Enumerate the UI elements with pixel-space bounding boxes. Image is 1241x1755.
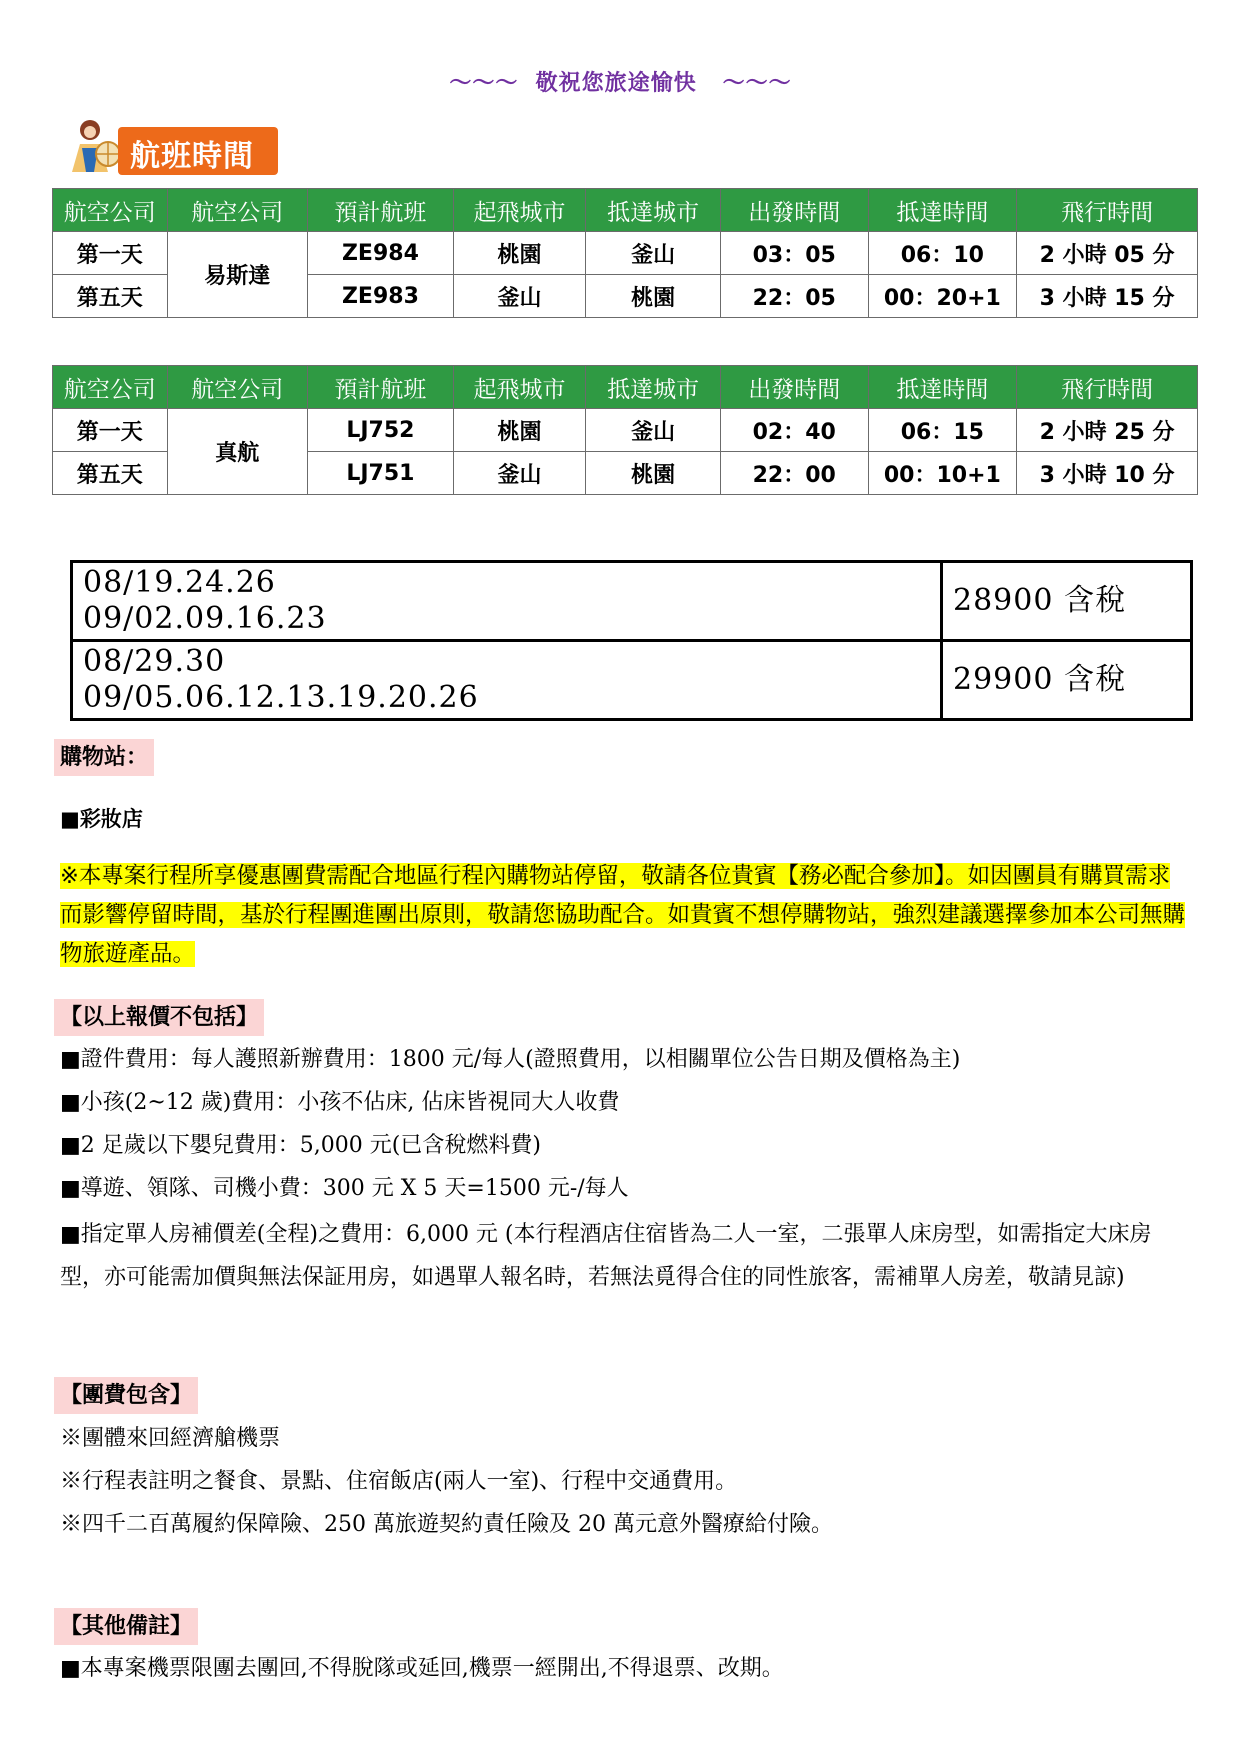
flight-table-2 — [52, 365, 1198, 495]
duration-cell: 2 小時 25 分 — [1017, 409, 1198, 452]
day-cell: 第五天 — [53, 275, 168, 318]
greeting-text: ～～～ 敬祝您旅途愉快 ～～～ — [449, 71, 792, 96]
header-cell: 抵達城市 — [586, 366, 721, 409]
departure-time-cell: 22：05 — [720, 275, 868, 318]
shopping-notice: ※本專案行程所享優惠團費需配合地區行程內購物站停留，敬請各位貴賓【務必配合參加】。如因團員有購買需求而影響停留時間，基於行程團進團出原則，敬請您協助配合。如貴賓不想停購物站，強烈建議選擇參加本公司無購物旅遊產品。 — [60, 863, 1186, 967]
table-row — [53, 409, 1198, 452]
dates-cell — [72, 641, 942, 720]
included-heading-wrap — [54, 1378, 198, 1409]
list-item: ※四千二百萬履約保障險、250 萬旅遊契約責任險及 20 萬元意外醫療給付險。 — [60, 1512, 833, 1537]
departure-city-cell: 釜山 — [453, 275, 586, 318]
list-item: ■導遊、領隊、司機小費：300 元 X 5 天=1500 元-/每人 — [60, 1176, 629, 1201]
excluded-heading-wrap — [54, 1000, 264, 1031]
flight-number-cell: ZE984 — [308, 232, 454, 275]
shopping-item: ■彩妝店 — [60, 807, 143, 831]
duration-cell: 3 小時 10 分 — [1017, 452, 1198, 495]
list-item: ■指定單人房補價差(全程)之費用：6,000 元 (本行程酒店住宿皆為二人一室，二張單人床房型，如需指定大床房型，亦可能需加價與無法保証用房，如遇單人報名時，若無法覓得合住的同性旅客，需補單人房差，敬請見諒) — [60, 1222, 1152, 1290]
other-list — [60, 1650, 1190, 1688]
shopping-notice-wrap — [60, 857, 1190, 974]
flight-table-header-row — [53, 189, 1198, 232]
list-item: ■本專案機票限團去團回,不得脫隊或延回,機票一經開出,不得退票、改期。 — [60, 1656, 784, 1681]
header-cell: 抵達時間 — [868, 189, 1017, 232]
shopping-heading-wrap — [54, 740, 154, 771]
header-cell: 抵達時間 — [868, 366, 1017, 409]
header-cell: 航空公司 — [53, 366, 168, 409]
flight-number-cell: ZE983 — [308, 275, 454, 318]
price-amount-cell: 28900 含稅 — [942, 562, 1192, 641]
duration-cell: 3 小時 15 分 — [1017, 275, 1198, 318]
day-cell: 第五天 — [53, 452, 168, 495]
table-row — [53, 232, 1198, 275]
departure-time-cell: 03：05 — [720, 232, 868, 275]
arrival-time-cell: 06：15 — [868, 409, 1017, 452]
arrival-time-cell: 06：10 — [868, 232, 1017, 275]
flight-number-cell: LJ752 — [308, 409, 454, 452]
shopping-heading: 購物站： — [54, 739, 154, 776]
arrival-city-cell: 釜山 — [586, 232, 721, 275]
departure-city-cell: 桃園 — [453, 409, 586, 452]
list-item: ※行程表註明之餐食、景點、住宿飯店(兩人一室)、行程中交通費用。 — [60, 1469, 738, 1494]
departure-city-cell: 釜山 — [453, 452, 586, 495]
departure-city-cell: 桃園 — [453, 232, 586, 275]
header-cell: 起飛城市 — [453, 366, 586, 409]
duration-cell: 2 小時 05 分 — [1017, 232, 1198, 275]
list-item: ■2 足歲以下嬰兒費用：5,000 元(已含稅燃料費) — [60, 1133, 541, 1158]
header-cell: 飛行時間 — [1017, 189, 1198, 232]
header-cell: 出發時間 — [720, 189, 868, 232]
dates-cell — [72, 562, 942, 641]
header-cell: 抵達城市 — [586, 189, 721, 232]
flight-table-1 — [52, 188, 1198, 318]
header-cell: 出發時間 — [720, 366, 868, 409]
header-cell: 航空公司 — [53, 189, 168, 232]
table-row — [72, 641, 1192, 720]
table-row — [72, 562, 1192, 641]
header-cell: 航空公司 — [167, 189, 308, 232]
traveler-illustration-icon — [60, 118, 120, 176]
header-cell: 飛行時間 — [1017, 366, 1198, 409]
arrival-city-cell: 釜山 — [586, 409, 721, 452]
other-heading: 【其他備註】 — [54, 1608, 198, 1645]
day-cell: 第一天 — [53, 232, 168, 275]
flight-table-header-row — [53, 366, 1198, 409]
price-table — [70, 560, 1193, 721]
excluded-heading: 【以上報價不包括】 — [54, 999, 264, 1036]
arrival-time-cell: 00：10+1 — [868, 452, 1017, 495]
header-cell: 預計航班 — [308, 189, 454, 232]
header-cell: 起飛城市 — [453, 189, 586, 232]
dates-line: 09/05.06.12.13.19.20.26 — [83, 680, 479, 715]
day-cell: 第一天 — [53, 409, 168, 452]
list-item: ■小孩(2~12 歲)費用：小孩不佔床, 佔床皆視同大人收費 — [60, 1090, 620, 1115]
included-heading: 【團費包含】 — [54, 1377, 198, 1414]
airline-cell: 真航 — [167, 409, 308, 495]
arrival-city-cell: 桃園 — [586, 452, 721, 495]
included-list — [60, 1420, 1190, 1544]
arrival-time-cell: 00：20+1 — [868, 275, 1017, 318]
dates-line: 08/29.30 — [83, 644, 226, 679]
excluded-list — [60, 1041, 1190, 1299]
departure-time-cell: 02：40 — [720, 409, 868, 452]
list-item: ■證件費用：每人護照新辦費用：1800 元/每人(證照費用，以相關單位公告日期及價格為主) — [60, 1047, 961, 1072]
header-cell: 預計航班 — [308, 366, 454, 409]
airline-cell: 易斯達 — [167, 232, 308, 318]
flight-number-cell: LJ751 — [308, 452, 454, 495]
flight-section-title: 航班時間 — [130, 139, 254, 174]
departure-time-cell: 22：00 — [720, 452, 868, 495]
header-cell: 航空公司 — [167, 366, 308, 409]
list-item: ※團體來回經濟艙機票 — [60, 1426, 281, 1451]
dates-line: 08/19.24.26 — [83, 565, 276, 600]
other-heading-wrap — [54, 1609, 198, 1640]
flight-section-badge — [60, 118, 278, 176]
arrival-city-cell: 桃園 — [586, 275, 721, 318]
dates-line: 09/02.09.16.23 — [83, 601, 327, 636]
price-amount-cell: 29900 含稅 — [942, 641, 1192, 720]
